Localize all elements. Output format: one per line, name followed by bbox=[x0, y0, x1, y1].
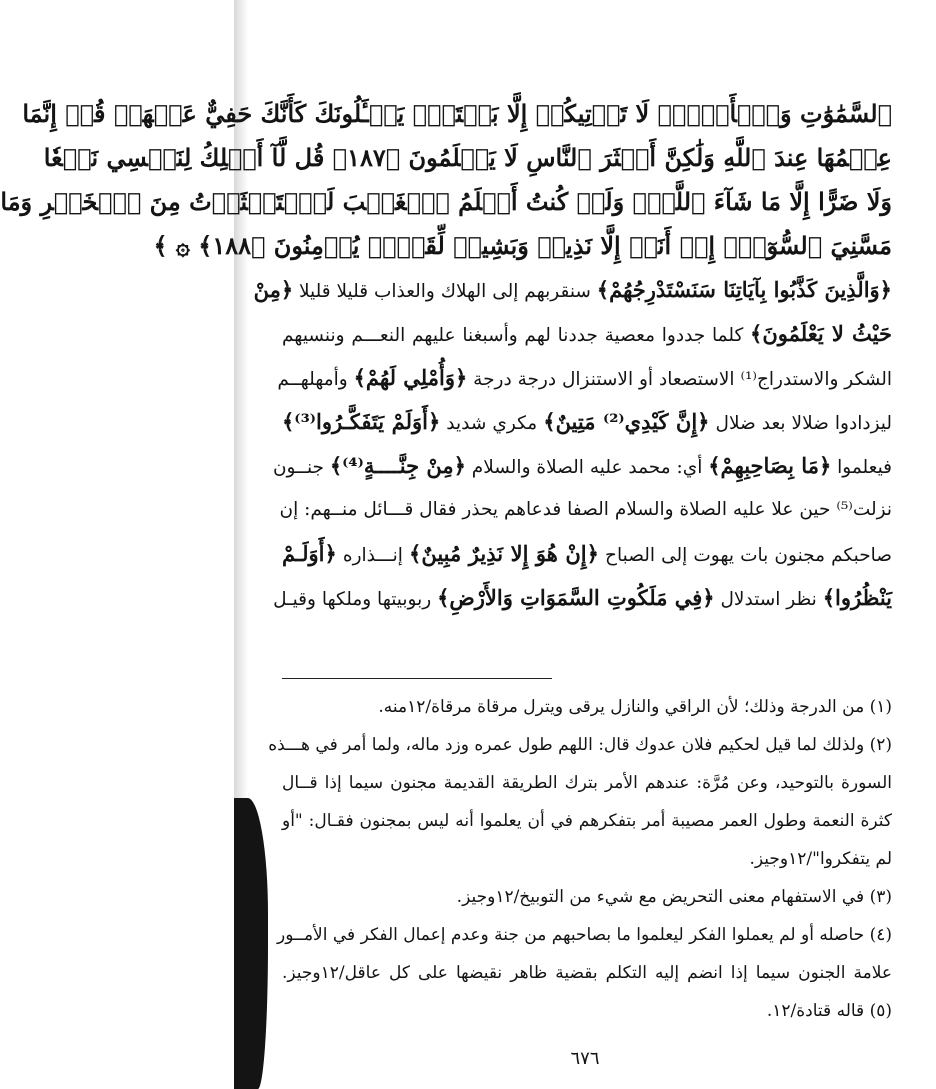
commentary-text: فيعلموا bbox=[831, 457, 892, 478]
quran-quote: حَيْثُ لا يَعْلَمُونَ﴾ bbox=[750, 321, 892, 346]
footnote-line: (٣) في الاستفهام معنى التحريض مع شيء من التوبيخ/١٢وجيز. bbox=[456, 887, 892, 907]
footnote-line: (٥) قاله قتادة/١٢. bbox=[766, 1001, 892, 1021]
scan-edge-shadow bbox=[234, 798, 268, 1089]
commentary-text: سنقربهم إلى الهلاك والعذاب قليلا قليلا bbox=[293, 281, 597, 302]
quran-quote: ﴿وَالَّذِينَ كَذَّبُوا بِآيَاتِنَا سَنَسْتَدْرِجُهُمْ﴾ bbox=[596, 277, 892, 302]
commentary-text: وأمهلهــم bbox=[277, 369, 354, 390]
commentary-text: الشكر والاستدراج⁽¹⁾ الاستصعاد أو الاستنزال درجة درجة bbox=[467, 369, 892, 390]
footnote-line: السورة بالتوحيد، وعن مُرَّة: عندهم الأمر بترك الطريقة القديمة مجنون سيما إذا قــال bbox=[282, 773, 892, 793]
quran-line: وَلَا ضَرًّا إِلَّا مَا شَآءَ ٱللَّهُۚ وَلَوۡ كُنتُ أَعۡلَمُ ٱلۡغَيۡبَ لَٱسۡتَكۡثَرۡتُ مِنَ ٱلۡخَيۡرِ وَمَا bbox=[0, 187, 892, 216]
footnote-line: كثرة النعمة وطول العمر مصيبة أمر بتفكرهم في أن يعلموا أنه ليس بمجنون فقـال: "أو bbox=[282, 811, 892, 831]
footnote-line: علامة الجنون سيما إذا انضم إليه التكلم بقضية ظاهر نقيضها على كل عاقل/١٢وجيز. bbox=[282, 963, 892, 983]
quran-quote: يَنْظُرُوا﴾ bbox=[822, 585, 892, 610]
commentary-line bbox=[273, 576, 892, 620]
footnote-line: (١) من الدرجة وذلك؛ لأن الراقي والنازل يرقى ويترل مرقاة مرقاة/١٢منه. bbox=[378, 697, 892, 717]
commentary-text: جنــون bbox=[272, 457, 330, 478]
footnote-line: (٤) حاصله أو لم يعملوا الفكر ليعلموا ما بصاحبهم من جنة وعدم إعمال الفكر في الأمــور bbox=[277, 925, 892, 945]
quran-quote: ﴿أَوَلَـمْ bbox=[282, 541, 337, 566]
commentary-line bbox=[282, 400, 892, 444]
page-number: ٦٧٦ bbox=[570, 1048, 600, 1069]
quran-quote: ﴿أَوَلَمْ يَتَفَكَّـرُوا⁽³⁾﴾ bbox=[282, 409, 441, 434]
commentary-line bbox=[279, 488, 892, 532]
quran-quote: ﴿مَا بِصَاحِبِهِمْ﴾ bbox=[708, 453, 832, 478]
commentary-text: كلما جددوا معصية جددنا لهم وأسبغنا عليهم النعـــم وننسيهم bbox=[282, 325, 751, 346]
footnote-line: لم يتفكروا"/١٢وجيز. bbox=[749, 849, 892, 869]
commentary-text: إنـــذاره bbox=[336, 545, 410, 566]
commentary-text: أي: محمد عليه الصلاة والسلام bbox=[465, 457, 709, 478]
quran-line: مَسَّنِيَ ٱلسُّوٓءُۚ إِنۡ أَنَا۠ إِلَّا نَذِيرٞ وَبَشِيرٞ لِّقَوۡمٖ يُؤۡمِنُونَ ﴿١٨٨﴾ ۞ ﴾ bbox=[153, 231, 892, 260]
quran-quote: ﴿وَأُمْلِي لَهُمْ﴾ bbox=[353, 365, 468, 390]
footnote-separator bbox=[282, 678, 552, 679]
commentary-text: ليزدادوا ضلالا بعد ضلال bbox=[709, 413, 893, 434]
main-text bbox=[0, 92, 893, 620]
quran-quote: ﴿إِنَّ كَيْدِي⁽²⁾ مَتِينٌ﴾ bbox=[543, 409, 710, 434]
quran-line: ٱلسَّمَٰوَٰتِ وَٱلۡأَرۡضِۚ لَا تَأۡتِيكُمۡ إِلَّا بَغۡتَةٗۗ يَسۡـَٔلُونَكَ كَأَنَّكَ حَفِيٌّ عَنۡهَاۖ قُلۡ إِنَّمَا bbox=[22, 99, 892, 128]
quran-quote: ﴿مِنْ جِنَّــــةٍ⁽⁴⁾﴾ bbox=[329, 453, 466, 478]
commentary-line bbox=[272, 444, 892, 488]
commentary-text: ربوبيتها وملكها وقيـل bbox=[273, 589, 438, 610]
quran-quote: ﴿فِي مَلَكُوتِ السَّمَوَاتِ وَالأَرْضِ﴾ bbox=[437, 585, 715, 610]
quran-quote: ﴿إِنْ هُوَ إِلا نَذِيرٌ مُبِينٌ﴾ bbox=[409, 541, 599, 566]
commentary-line bbox=[253, 268, 892, 312]
commentary-line bbox=[282, 532, 892, 576]
commentary-text: صاحبكم مجنون بات يهوت إلى الصباح bbox=[598, 545, 892, 566]
commentary-line bbox=[277, 356, 892, 400]
commentary-text: مكري شديد bbox=[440, 413, 544, 434]
commentary-text: نزلت⁽⁵⁾ حين علا عليه الصلاة والسلام الصفا فدعاهم يحذر فقال قـــائل منــهم: إن bbox=[279, 499, 892, 520]
quran-quote: ﴿مِنْ bbox=[253, 277, 294, 302]
footnotes-block bbox=[268, 688, 892, 1030]
commentary-block bbox=[253, 268, 893, 620]
footnote-line: (٢) ولذلك لما قيل لحكيم فلان عدوك قال: اللهم طول عمره وزد ماله، ولما أمر في هـــذه bbox=[268, 735, 892, 755]
commentary-text: نظر استدلال bbox=[714, 589, 823, 610]
commentary-line bbox=[282, 312, 892, 356]
quran-line: عِلۡمُهَا عِندَ ٱللَّهِ وَلَٰكِنَّ أَكۡثَرَ ٱلنَّاسِ لَا يَعۡلَمُونَ ﴿١٨٧﴾ قُل لَّآ أَمۡلِكُ لِنَفۡسِي نَفۡعٗا bbox=[43, 143, 892, 172]
